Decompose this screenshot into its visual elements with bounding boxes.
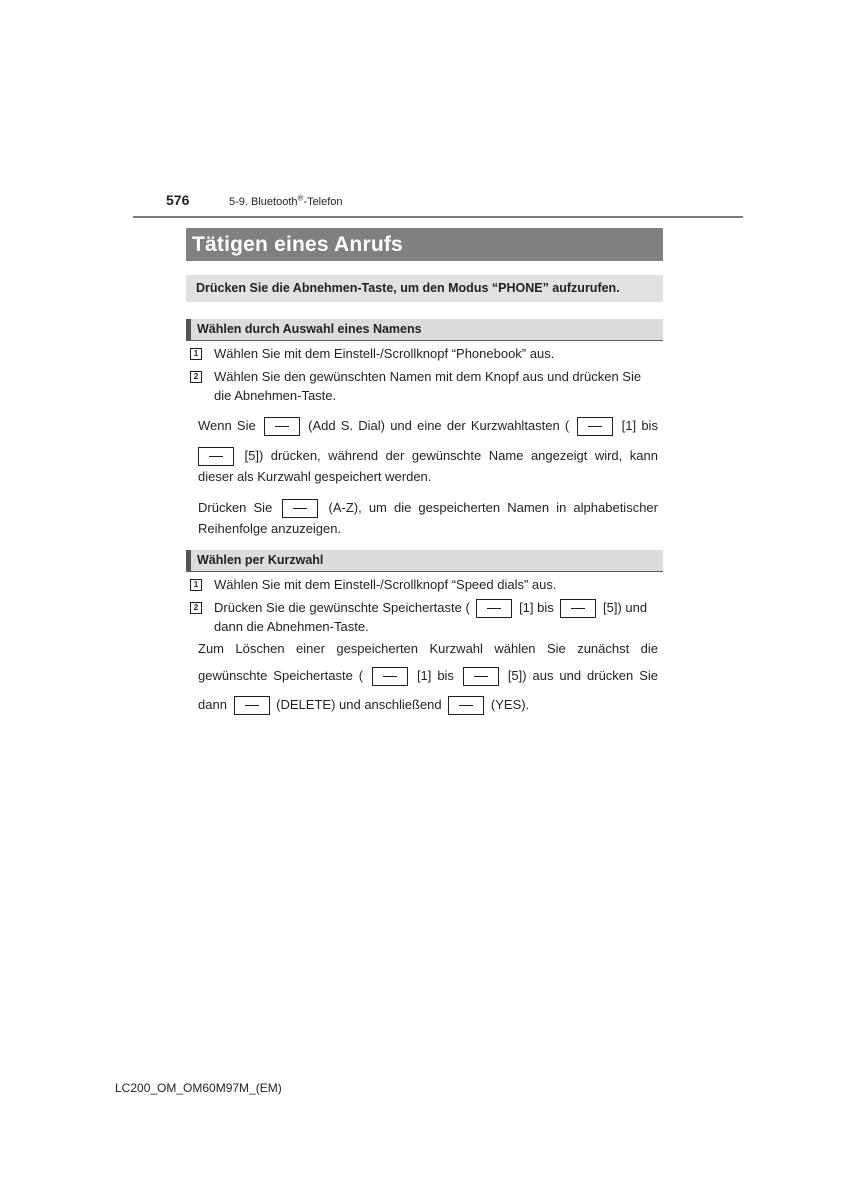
button-key-icon <box>448 696 484 715</box>
page-number: 576 <box>166 192 190 208</box>
note-line <box>198 498 658 518</box>
step-number-badge: 2 <box>190 602 202 614</box>
step-2-text-line1: Wählen Sie den gewünschten Namen mit dem Knopf aus und drücken Sie <box>214 369 642 384</box>
section-reference <box>229 193 343 208</box>
button-key-icon <box>264 417 300 436</box>
button-key-icon <box>476 599 512 618</box>
step-number-badge: 1 <box>190 348 202 360</box>
note-text: (YES). <box>490 697 530 712</box>
section-heading-text: Wählen durch Auswahl eines Namens <box>197 322 422 336</box>
page-title: Tätigen eines Anrufs <box>192 233 403 256</box>
note-text: dann <box>198 697 227 712</box>
step-text: [5]) und <box>603 600 648 615</box>
note-text: (Add S. Dial) und eine der Kurzwahltasten ( <box>308 418 570 433</box>
instruction-text: Drücken Sie die Abnehmen-Taste, um den Modus “PHONE” aufzurufen. <box>196 281 620 295</box>
note-text: (A-Z), um die gespeicherten Namen in alphabetischer <box>328 500 658 515</box>
step-number-badge: 2 <box>190 371 202 383</box>
note-text: Wenn Sie <box>198 418 256 433</box>
step-1-text: Wählen Sie mit dem Einstell-/Scrollknopf “Speed dials” aus. <box>214 577 557 592</box>
heading-accent <box>186 550 191 571</box>
button-key-icon <box>372 667 408 686</box>
note-line: dieser als Kurzwahl gespeichert werden. <box>198 469 432 484</box>
section-heading-speed-dial <box>186 550 663 572</box>
button-key-icon <box>560 599 596 618</box>
instruction-box <box>186 275 663 302</box>
note-text: (DELETE) und anschließend <box>276 697 442 712</box>
note-text: Drücken Sie <box>198 500 273 515</box>
step-2-text-line1 <box>214 598 647 618</box>
button-key-icon <box>282 499 318 518</box>
button-key-icon <box>463 667 499 686</box>
step-1-text: Wählen Sie mit dem Einstell-/Scrollknopf “Phonebook” aus. <box>214 346 555 361</box>
heading-accent <box>186 319 191 340</box>
button-key-icon <box>198 447 234 466</box>
note-line: Zum Löschen einer gespeicherten Kurzwahl wählen Sie zunächst die <box>198 641 658 656</box>
note-line: Reihenfolge anzuzeigen. <box>198 521 342 536</box>
note-line <box>198 446 658 466</box>
step-text: Drücken Sie die gewünschte Speichertaste ( <box>214 600 470 615</box>
button-key-icon <box>234 696 270 715</box>
button-key-icon <box>577 417 613 436</box>
step-2-text-line2: dann die Abnehmen-Taste. <box>214 619 369 634</box>
note-text: gewünschte Speichertaste ( <box>198 668 364 683</box>
note-line <box>198 416 658 436</box>
step-text: [1] bis <box>519 600 554 615</box>
note-line <box>198 695 529 715</box>
footer-document-code: LC200_OM_OM60M97M_(EM) <box>115 1081 282 1095</box>
note-text: [5]) drücken, während der gewünschte Name angezeigt wird, kann <box>244 448 658 463</box>
step-number-badge: 1 <box>190 579 202 591</box>
registered-mark: ® <box>297 193 304 203</box>
section-suffix: -Telefon <box>303 196 343 208</box>
note-text: [1] bis <box>621 418 658 433</box>
section-heading-text: Wählen per Kurzwahl <box>197 553 324 567</box>
section-heading-names <box>186 319 663 341</box>
note-text: [1] bis <box>416 668 454 683</box>
header-divider <box>133 216 743 218</box>
section-prefix: 5-9. Bluetooth <box>229 196 298 208</box>
note-text: [5]) aus und drücken Sie <box>507 668 658 683</box>
note-line <box>198 666 658 686</box>
title-bar <box>186 228 663 261</box>
step-2-text-line2: die Abnehmen-Taste. <box>214 388 337 403</box>
